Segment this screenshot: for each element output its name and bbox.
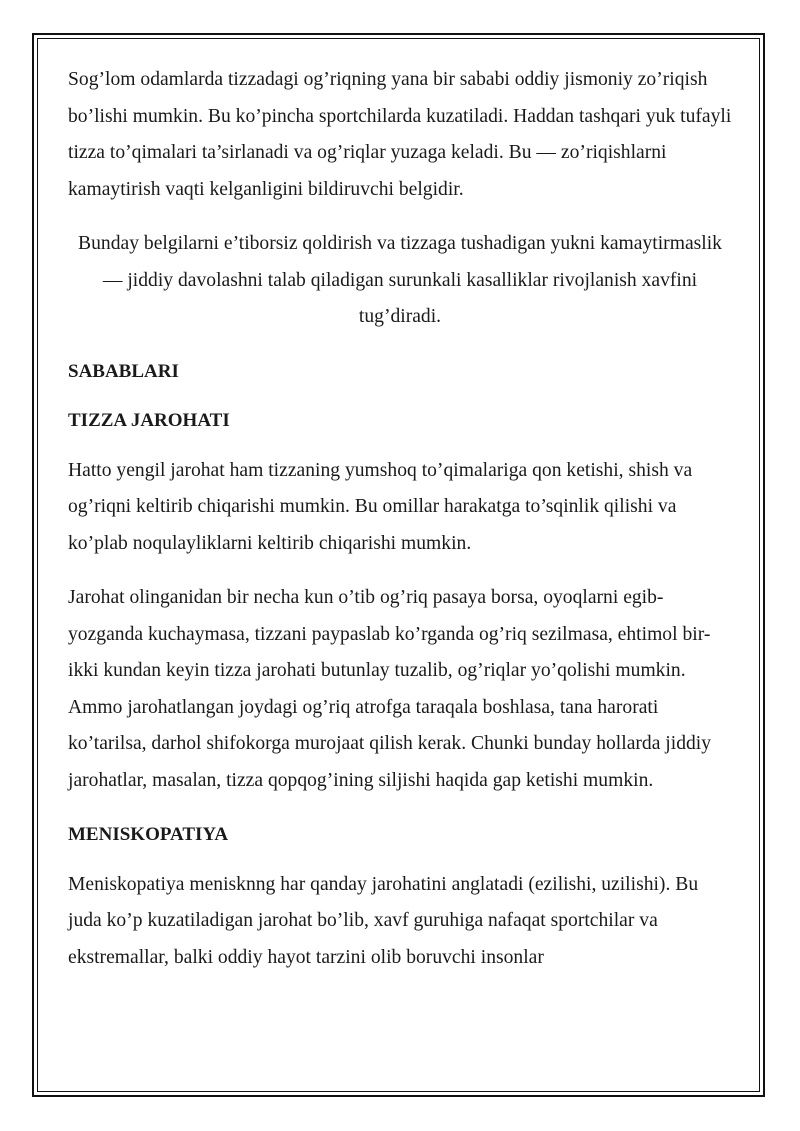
document-body — [68, 62, 732, 976]
paragraph-minor-injury: Hatto yengil jarohat ham tizzaning yumshoq to’qimalariga qon ketishi, shish va og’riqni keltirib chiqarishi mumkin. Bu omillar harakatga to’sqinlik qilishi va ko’plab noqulayliklarni keltirib chiqarishi mumkin. — [68, 459, 693, 554]
heading-sabablari: SABABLARI — [68, 360, 179, 382]
paragraph-injury-recovery: Jarohat olinganidan bir necha kun o’tib og’riq pasaya borsa, oyoqlarni egib-yozganda kuchaymasa, tizzani paypaslab ko’rganda og’riq sezilmasa, ehtimol bir-ikki kundan keyin tizza jarohati butunlay tuzalib, og’riqlar yo’qolishi mumkin. Ammo jarohatlangan joydagi og’riq atrofga taraqala boshlasa, tana harorati ko’tarilsa, darhol shifokorga murojaat qilish kerak. Chunki bunday hollarda jiddiy jarohatlar, masalan, tizza qopqog’ining siljishi haqida gap ketishi mumkin. — [68, 587, 712, 791]
paragraph-meniskopatiya: Meniskopatiya menisknng har qanday jarohatini anglatadi (ezilishi, uzilishi). Bu juda ko’p kuzatiladigan jarohat bo’lib, xavf guruhiga nafaqat sportchilar va ekstremallar, balki oddiy hayot tarzini olib boruvchi insonlar — [68, 873, 699, 968]
heading-tizza-jarohati: TIZZA JAROHATI — [68, 410, 230, 431]
paragraph-warning-centered: Bunday belgilarni e’tiborsiz qoldirish va tizzaga tushadigan yukni kamaytirmaslik — jiddiy davolashni talab qiladigan surunkali kasalliklar rivojlanish xavfini tug’diradi. — [78, 233, 722, 327]
heading-meniskopatiya: MENISKOPATIYA — [68, 824, 229, 845]
paragraph-overexertion: Sog’lom odamlarda tizzadagi og’riqning yana bir sababi oddiy jismoniy zo’riqish bo’lishi mumkin. Bu ko’pincha sportchilarda kuzatiladi. Haddan tashqari yuk tufayli tizza to’qimalari ta’sirlanadi va og’riqlar yuzaga keladi. Bu — zo’riqishlarni kamaytirish vaqti kelganligini bildiruvchi belgidir. — [68, 69, 732, 200]
